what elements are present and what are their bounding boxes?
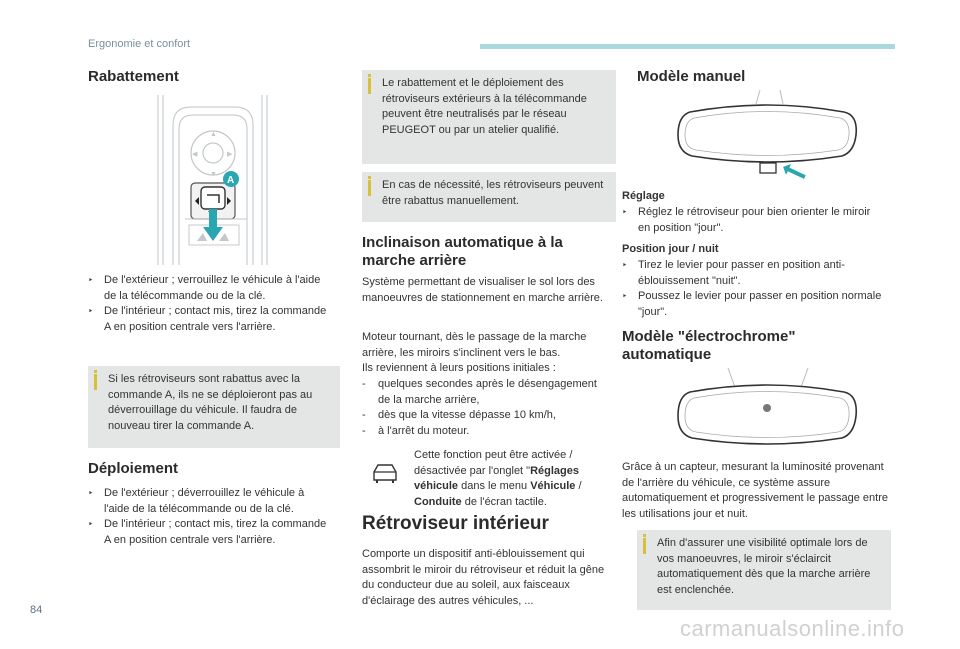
info-icon: [368, 176, 371, 179]
svg-text:▼: ▼: [210, 171, 217, 178]
folding-steps-list: [88, 273, 328, 335]
list-item: - quelques secondes après le désengagement de la marche arrière,: [362, 377, 612, 408]
note-text: /: [575, 480, 582, 492]
list-item: ‣ De l'intérieur ; contact mis, tirez la commande A en position centrale vers l'arrière.: [88, 304, 328, 335]
heading-deploiement: Déploiement: [88, 460, 179, 477]
watermark: carmanualsonline.info: [680, 616, 905, 641]
list-item: - à l'arrêt du moteur.: [362, 424, 612, 440]
note-menu-driving: Conduite: [414, 495, 462, 508]
list-item: ‣ De l'extérieur ; déverrouillez le véhicule à l'aide de la télécommande ou de la clé.: [88, 486, 328, 517]
heading-rabattement: Rabattement: [88, 68, 179, 85]
day-night-list: [622, 258, 884, 320]
info-icon-bar: [368, 78, 371, 94]
info-box-reverse-visibility: [637, 530, 891, 610]
info-icon-bar: [368, 180, 371, 196]
callout-letter-a: A: [227, 175, 235, 186]
svg-text:▲: ▲: [210, 131, 217, 138]
subheading-day-night: Position jour / nuit: [622, 243, 719, 255]
car-settings-note: [414, 448, 614, 510]
note-text: de l'écran tactile.: [461, 495, 547, 508]
svg-text:▶: ▶: [227, 151, 233, 158]
note-menu-vehicle: Véhicule: [530, 480, 576, 492]
info-text: Le rabattement et le déploiement des rétroviseurs extérieurs à la télécommande peuvent être neutralisés par le réseau PEUGEOT ou par un atelier qualifié.: [382, 77, 587, 136]
electrochrome-description: Grâce à un capteur, mesurant la luminosité provenant de l'arrière du véhicule, ce système assure automatiquement et progressivement le passage entre les utilisations jour et nuit.: [622, 461, 888, 520]
list-item: ‣ De l'extérieur ; verrouillez le véhicule à l'aide de la télécommande ou de la clé.: [88, 273, 328, 304]
return-conditions-list: [362, 377, 612, 439]
list-item: - dès que la vitesse dépasse 10 km/h,: [362, 408, 612, 424]
car-settings-icon: [370, 462, 400, 484]
reverse-tilt-return: Ils reviennent à leurs positions initiales :: [362, 362, 556, 374]
info-icon-bar: [94, 374, 97, 390]
header-accent-bar: [480, 44, 895, 49]
electrochrome-mirror-illustration: [672, 368, 862, 463]
info-box-network-disable: [362, 70, 616, 164]
unfolding-steps-list: [88, 486, 328, 548]
info-box-manual-folding: [362, 172, 616, 222]
info-icon: [643, 534, 646, 537]
note-text: Cette fonction peut être activée / désactivée par l'onglet ": [414, 449, 573, 477]
rearview-mirror-description: Comporte un dispositif anti-éblouissement qui assombrit le miroir du rétroviseur et réduit la gêne du conducteur due au soleil, aux faisceaux d'éclairage des autres véhicules, ...: [362, 548, 605, 607]
heading-reverse-tilt: Inclinaison automatique à la marche arrière: [362, 234, 563, 269]
reverse-tilt-description: Système permettant de visualiser le sol lors des manoeuvres de stationnement en marche arrière.: [362, 276, 603, 304]
manual-mirror-illustration: [672, 90, 862, 190]
list-item: ‣ Tirez le levier pour passer en position anti-éblouissement "nuit".: [622, 258, 884, 289]
info-icon: [368, 74, 371, 77]
adjustment-list: [622, 205, 884, 236]
info-icon-bar: [643, 538, 646, 554]
reverse-tilt-operation: Moteur tournant, dès le passage de la marche arrière, les miroirs s'inclinent vers le bas.: [362, 331, 587, 359]
heading-rearview-mirror: Rétroviseur intérieur: [362, 513, 549, 534]
list-item: ‣ Poussez le levier pour passer en position normale "jour".: [622, 289, 884, 320]
list-item: ‣ De l'intérieur ; contact mis, tirez la commande A en position centrale vers l'arrière.: [88, 517, 328, 548]
mirror-control-illustration: [155, 95, 270, 265]
info-text: Afin d'assurer une visibilité optimale lors de vos manoeuvres, le miroir s'éclaircit automatiquement dès que la marche arrière est enclenchée.: [657, 537, 871, 596]
subheading-adjustment: Réglage: [622, 190, 665, 202]
note-text: dans le menu: [458, 480, 531, 492]
list-item: ‣ Réglez le rétroviseur pour bien orienter le miroir en position "jour".: [622, 205, 884, 236]
note-menu-settings: Réglages véhicule: [414, 464, 579, 492]
info-text: Si les rétroviseurs sont rabattus avec la commande A, ils ne se déploieront pas au déverrouillage du véhicule. Il faudra de nouveau tirer la commande A.: [108, 373, 313, 432]
page-number: 84: [30, 604, 43, 616]
heading-electrochrome-model: Modèle "électrochrome" automatique: [622, 328, 796, 363]
info-box-folded-mirrors: [88, 366, 340, 448]
heading-manual-model: Modèle manuel: [637, 68, 746, 85]
svg-text:◀: ◀: [192, 151, 198, 158]
info-text: En cas de nécessité, les rétroviseurs peuvent être rabattus manuellement.: [382, 179, 604, 207]
info-icon: [94, 370, 97, 373]
section-title: Ergonomie et confort: [88, 38, 191, 50]
